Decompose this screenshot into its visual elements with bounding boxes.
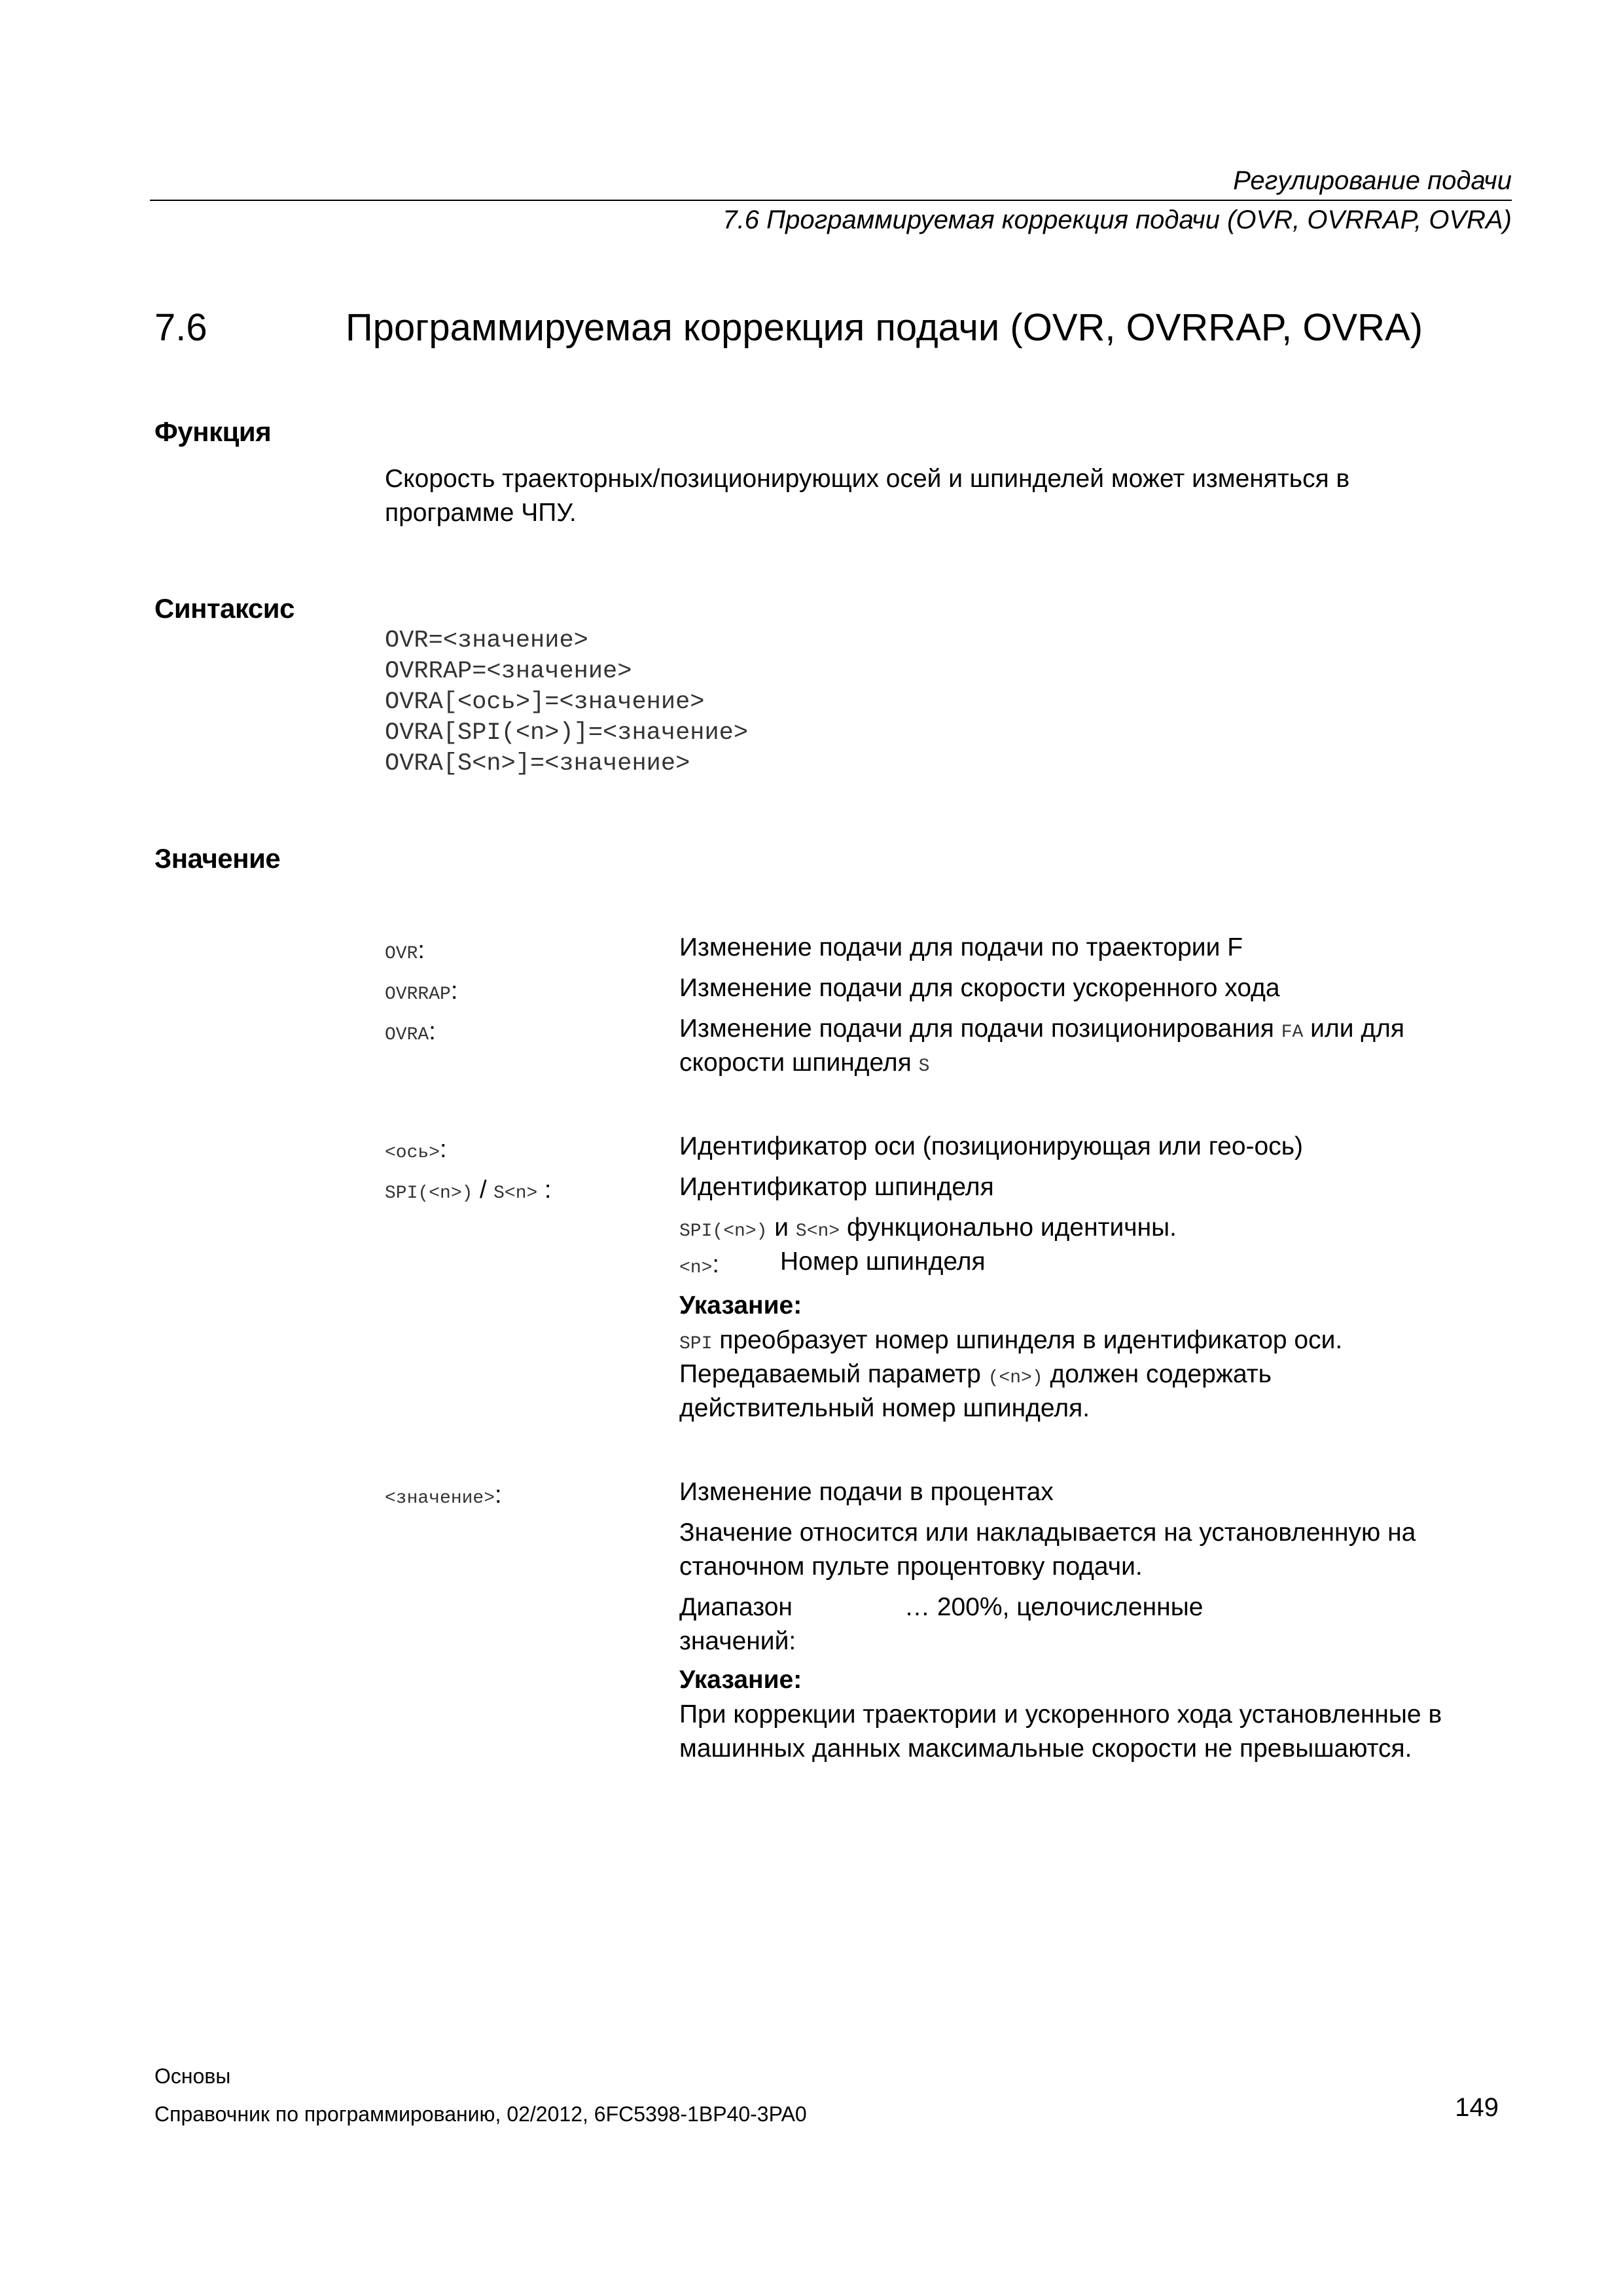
equiv-text: функционально идентичны. <box>840 1213 1177 1242</box>
term-text: <n> <box>679 1258 713 1278</box>
header-rule <box>150 200 1512 201</box>
syntax-line: OVRA[SPI(<n>)]=<значение> <box>385 719 749 747</box>
code-spi: SPI(<n>) <box>679 1221 768 1242</box>
code-fa: FA <box>1281 1022 1304 1043</box>
term-sep: : <box>495 1481 502 1509</box>
range-value: … 200%, целочисленные <box>904 1593 1204 1621</box>
spi-equivalence <box>679 1211 1504 1249</box>
code-s: S <box>918 1056 930 1077</box>
function-text-line1: Скорость траекторных/позиционирующих осей и шпинделей может изменяться в <box>385 465 1350 493</box>
value-note-line1: При коррекции траектории и ускоренного хода установленные в <box>679 1700 1442 1729</box>
page-number: 149 <box>1455 2093 1499 2122</box>
function-heading: Функция <box>154 416 272 447</box>
value-desc2-line2: станочном пульте процентовку подачи. <box>679 1552 1143 1581</box>
note-title: Указание: <box>679 1666 802 1694</box>
param-term-ovrrap <box>385 978 457 1008</box>
term-text: OVRRAP <box>385 984 451 1005</box>
param-desc-ovrrap: Изменение подачи для скорости ускоренного хода <box>679 974 1280 1002</box>
spi-note-line3: действительный номер шпинделя. <box>679 1394 1090 1422</box>
param-term-value <box>385 1482 502 1512</box>
running-header-section: 7.6 Программируемая коррекция подачи (OVR, OVRRAP, OVRA) <box>722 206 1512 234</box>
section-number: 7.6 <box>154 306 207 349</box>
term-sep: : <box>440 1136 447 1163</box>
param-desc-ovra-line1 <box>679 1012 1504 1050</box>
footer-book-title: Основы <box>154 2064 231 2088</box>
param-term-ovr <box>385 937 425 967</box>
range-label-line2: значений: <box>679 1627 796 1655</box>
param-term-spi <box>385 1177 551 1207</box>
note-title: Указание: <box>679 1291 802 1319</box>
syntax-line: OVRRAP=<значение> <box>385 658 632 685</box>
term-text: <значение> <box>385 1488 495 1509</box>
param-term-ovra <box>385 1018 436 1049</box>
param-desc-ovr: Изменение подачи для подачи по траектории F <box>679 933 1243 961</box>
n-desc: Номер шпинделя <box>780 1247 986 1276</box>
term-spi: SPI(<n>) <box>385 1183 473 1204</box>
syntax-heading: Синтаксис <box>154 593 294 624</box>
term-slash: / <box>473 1176 494 1204</box>
term-sep: : <box>450 977 458 1005</box>
code-s-n: S<n> <box>795 1221 840 1242</box>
param-desc-axis: Идентификатор оси (позиционирующая или гео-ось) <box>679 1132 1304 1160</box>
term-sep: : <box>429 1018 436 1045</box>
term-sep: : <box>712 1251 719 1278</box>
param-desc-value: Изменение подачи в процентах <box>679 1478 1054 1506</box>
note-text: Передаваемый параметр <box>679 1360 988 1388</box>
n-term <box>679 1251 719 1282</box>
term-s: S<n> <box>493 1183 538 1204</box>
desc-text: скорости шпинделя <box>679 1049 919 1077</box>
syntax-line: OVR=<значение> <box>385 627 588 655</box>
desc-text: или для <box>1303 1014 1404 1043</box>
spi-note-line1 <box>679 1323 1504 1361</box>
term-text: OVR <box>385 944 418 964</box>
desc-text: Изменение подачи для подачи позиционирования <box>679 1014 1281 1043</box>
equiv-and: и <box>767 1213 796 1242</box>
range-label-line1: Диапазон <box>679 1593 793 1621</box>
term-sep: : <box>418 937 425 964</box>
footer-doc-info: Справочник по программированию, 02/2012, 6FC5398-1BP40-3PA0 <box>154 2102 807 2126</box>
value-desc2-line1: Значение относится или накладывается на установленную на <box>679 1518 1416 1547</box>
note-text: должен содержать <box>1043 1360 1272 1388</box>
code-param: (<n>) <box>988 1368 1043 1388</box>
running-header-chapter: Регулирование подачи <box>1233 166 1512 195</box>
function-text-line2: программе ЧПУ. <box>385 499 577 527</box>
value-note-line2: машинных данных максимальные скорости не превышаются. <box>679 1734 1412 1763</box>
syntax-line: OVRA[S<n>]=<значение> <box>385 750 690 778</box>
meaning-heading: Значение <box>154 843 281 874</box>
spi-note-line2 <box>679 1357 1504 1395</box>
param-desc-spi: Идентификатор шпинделя <box>679 1173 994 1201</box>
param-desc-ovra-line2 <box>679 1046 1504 1084</box>
code-spi: SPI <box>679 1334 713 1354</box>
term-text: <ось> <box>385 1143 440 1163</box>
param-term-axis <box>385 1136 447 1166</box>
syntax-line: OVRA[<ось>]=<значение> <box>385 689 705 716</box>
section-title: Программируемая коррекция подачи (OVR, OVRRAP, OVRA) <box>346 306 1423 349</box>
term-sep: : <box>537 1176 552 1204</box>
note-text: преобразует номер шпинделя в идентификатор оси. <box>712 1326 1343 1354</box>
term-text: OVRA <box>385 1025 429 1045</box>
